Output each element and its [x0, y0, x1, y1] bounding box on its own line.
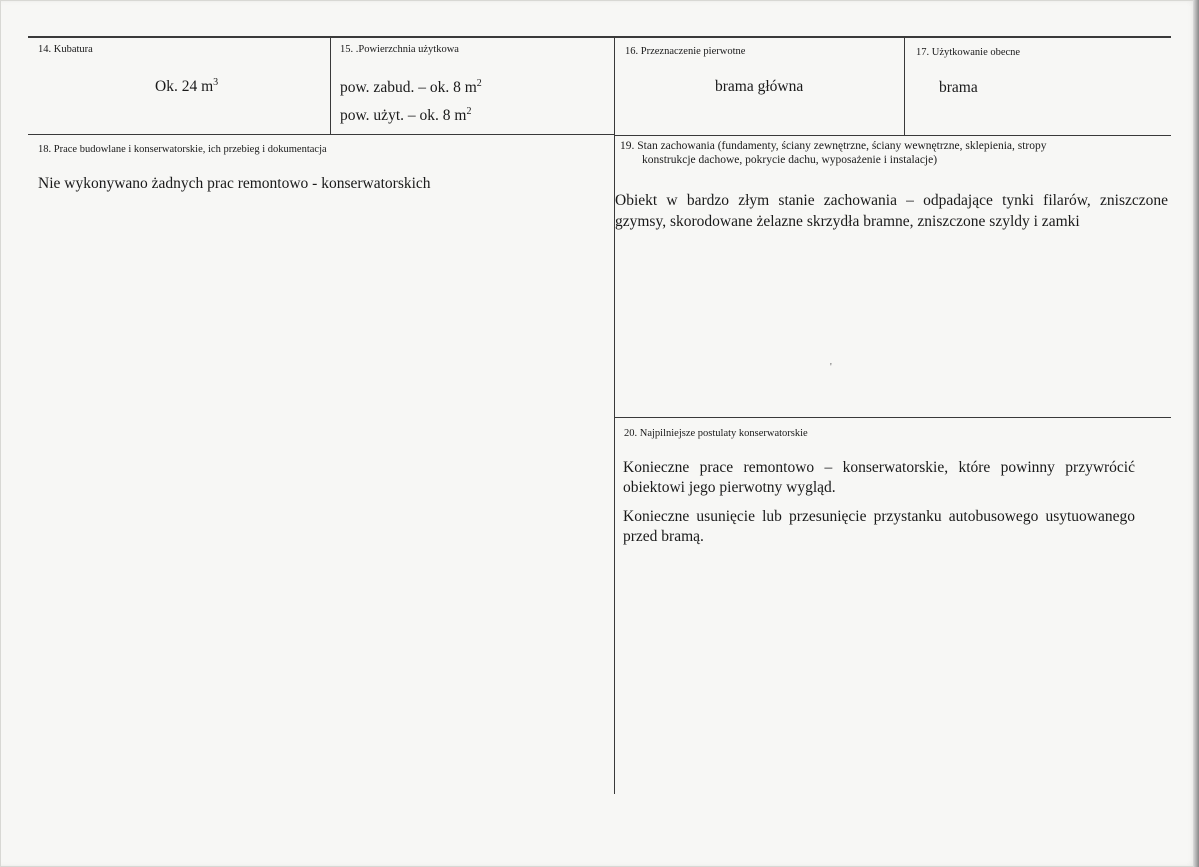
page-edge-shadow: [1193, 0, 1199, 867]
row-divider-right: [614, 135, 1171, 136]
field-20-label: 20. Najpilniejsze postulaty konserwatorskie: [624, 428, 808, 439]
field-18-text: Nie wykonywano żadnych prac remontowo - konserwatorskich: [38, 175, 431, 192]
field-15-line1-sup: 2: [476, 78, 482, 89]
field-14-value-text: Ok. 24 m: [155, 78, 214, 96]
field-17-value: brama: [939, 79, 978, 96]
field-15-line1-text: pow. zabud. – ok. 8 m: [340, 79, 477, 97]
field-14-value-sup: 3: [213, 77, 219, 88]
field-14-value: [155, 77, 218, 96]
field-15-line2: [340, 106, 471, 125]
row-divider-left: [28, 134, 614, 135]
field-20-para2: Konieczne usunięcie lub przesunięcie przystanku autobusowego usytuowanego przed bramą.: [623, 508, 1135, 545]
field-14-label: 14. Kubatura: [38, 44, 93, 55]
section-divider-19-20: [614, 417, 1171, 418]
field-19-text: Obiekt w bardzo złym stanie zachowania – odpadające tynki filarów, zniszczone gzymsy, skorodowane żelazne skrzydła bramne, zniszczone szyldy i zamki: [615, 192, 1168, 230]
field-16-value: brama główna: [715, 78, 804, 95]
field-15-line2-text: pow. użyt. – ok. 8 m: [340, 107, 467, 125]
field-17-label: 17. Użytkowanie obecne: [916, 47, 1021, 58]
field-19-label: [620, 139, 1165, 167]
field-16-label: 16. Przeznaczenie pierwotne: [625, 46, 746, 57]
col-divider-main: [614, 37, 615, 794]
field-18-label: 18. Prace budowlane i konserwatorskie, ich przebieg i dokumentacja: [38, 144, 327, 155]
field-20-para1: Konieczne prace remontowo – konserwatorskie, które powinny przywrócić obiektowi jego pierwotny wygląd.: [623, 459, 1135, 496]
field-15-line1: [340, 78, 482, 97]
col-divider-16-17: [904, 37, 905, 135]
field-19-label-line1: 19. Stan zachowania (fundamenty, ściany zewnętrzne, ściany wewnętrzne, sklepienia, stropy: [620, 140, 1047, 152]
col-divider-14-15: [330, 37, 331, 134]
field-15-line2-sup: 2: [466, 106, 472, 117]
field-15-label: 15. .Powierzchnia użytkowa: [340, 44, 459, 55]
scan-speck: ': [830, 362, 832, 373]
top-border: [28, 36, 1171, 38]
field-19-label-line2: konstrukcje dachowe, pokrycie dachu, wyposażenie i instalacje): [642, 154, 938, 166]
